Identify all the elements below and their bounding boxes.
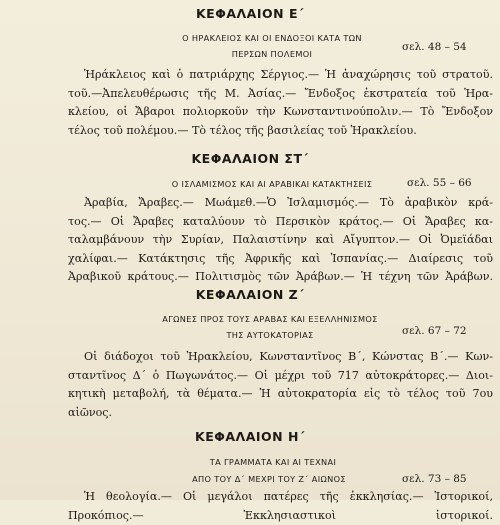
chapter-heading: ΚΕΦΑΛΑΙΟΝ Ζ΄ (0, 287, 500, 302)
summary-line: σταντῖνος Δ΄ ὁ Πωγωνάτος.— Οἱ μέχρι τοῦ 717 αὐτοκράτορες.— Διοι- (68, 367, 493, 386)
chapter-subtitle-line: Ο ΗΡΑΚΛΕΙΟΣ ΚΑΙ ΟΙ ΕΝΔΟΞΟΙ ΚΑΤΑ ΤΩΝ (156, 33, 388, 43)
summary-line: Προκόπιος.— Ἐκκλησιαστικοὶ ἱστορικοί. (68, 507, 493, 525)
page-range: σελ. 55 – 66 (407, 177, 472, 189)
summary-line: χαλίφαι.— Κατάκτησις τῆς Ἀφρικῆς καὶ Ἰσπανίας.— Διαίρεσις τοῦ (68, 250, 493, 269)
summary-line: Οἱ διάδοχοι τοῦ Ἡρακλείου, Κωνσταντῖνος Β΄, Κώνστας Β΄.— Κων- (68, 348, 493, 367)
summary-line: κλείου, οἱ Ἄβαροι πολιορκοῦν τὴν Κωνσταντινούπολιν.— Τὸ Ἔνδοξον (68, 103, 493, 122)
chapter-subtitle-line: ΠΕΡΣΩΝ ΠΟΛΕΜΟΙ (156, 49, 388, 59)
summary-line: τος.— Οἱ Ἄραβες καταλύουν τὸ Περσικὸν κράτος.— Οἱ Ἄραβες κα- (68, 213, 493, 232)
summary-line: Ἀραβία, Ἄραβες.— Μωάμεθ.—Ὁ Ἰσλαμισμός.— Τὸ ἀραβικὸν κρά- (68, 194, 493, 213)
page-range: σελ. 67 – 72 (402, 325, 467, 337)
chapter-heading: ΚΕΦΑΛΑΙΟΝ Η΄ (0, 429, 500, 444)
chapter-summary (68, 194, 493, 287)
chapter-subtitle-line: ΤΑ ΓΡΑΜΜΑΤΑ ΚΑΙ ΑΙ ΤΕΧΝΑΙ (170, 457, 376, 467)
summary-line: ταλαμβάνουν τὴν Συρίαν, Παλαιστίνην καὶ Αἴγυπτον.— Οἱ Ὀμεϊάδαι (68, 231, 493, 250)
chapter-subtitle-line: Ο ΙΣΛΑΜΙΣΜΟΣ ΚΑΙ ΑΙ ΑΡΑΒΙΚΑΙ ΚΑΤΑΚΤΗΣΕΙΣ (152, 179, 392, 189)
chapter-heading: ΚΕΦΑΛΑΙΟΝ ΣΤ΄ (0, 151, 500, 166)
summary-line: Ἀραβικοῦ κράτους.— Πολιτισμὸς τῶν Ἀράβων.— Ἡ τέχνη τῶν Ἀράβων. (68, 268, 493, 287)
summary-line: Ἡράκλειος καὶ ὁ πατριάρχης Σέργιος.— Ἡ ἀναχώρησις τοῦ στρατοῦ. (68, 66, 493, 85)
summary-line: τέλος τοῦ πολέμου.— Τὸ τέλος τῆς βασιλείας τοῦ Ἡρακλείου. (68, 122, 493, 141)
summary-line: αἰῶνος. (68, 404, 493, 423)
chapter-heading: ΚΕΦΑΛΑΙΟΝ Ε΄ (0, 6, 500, 21)
summary-line: κητικὴ μεταβολή, τὰ θέματα.— Ἡ αὐτοκρατορία εἰς τὸ τέλος τοῦ 7ου (68, 385, 493, 404)
page-range: σελ. 48 – 54 (402, 41, 467, 53)
chapter-summary (68, 488, 493, 525)
chapter-subtitle-line: ΤΗΣ ΑΥΤΟΚΑΤΟΡΙΑΣ (135, 330, 405, 340)
chapter-summary (68, 348, 493, 422)
chapter-summary (68, 66, 493, 140)
summary-line: τοῦ.—Ἀπελευθέρωσις τῆς Μ. Ἀσίας.— Ἔνδοξος ἐκστρατεία τοῦ Ἡρα- (68, 85, 493, 104)
chapter-subtitle-line: ΑΠΟ ΤΟΥ Δ΄ ΜΕΧΡΙ ΤΟΥ Ζ΄ ΑΙΩΝΟΣ (150, 474, 388, 484)
chapter-subtitle-line: ΑΓΩΝΕΣ ΠΡΟΣ ΤΟΥΣ ΑΡΑΒΑΣ ΚΑΙ ΕΞΕΛΛΗΝΙΣΜΟΣ (135, 314, 405, 324)
summary-line: Ἡ θεολογία.— Οἱ μεγάλοι πατέρες τῆς ἐκκλησίας.— Ἱστορικοί, (68, 488, 493, 507)
page-range: σελ. 73 – 85 (402, 473, 467, 485)
